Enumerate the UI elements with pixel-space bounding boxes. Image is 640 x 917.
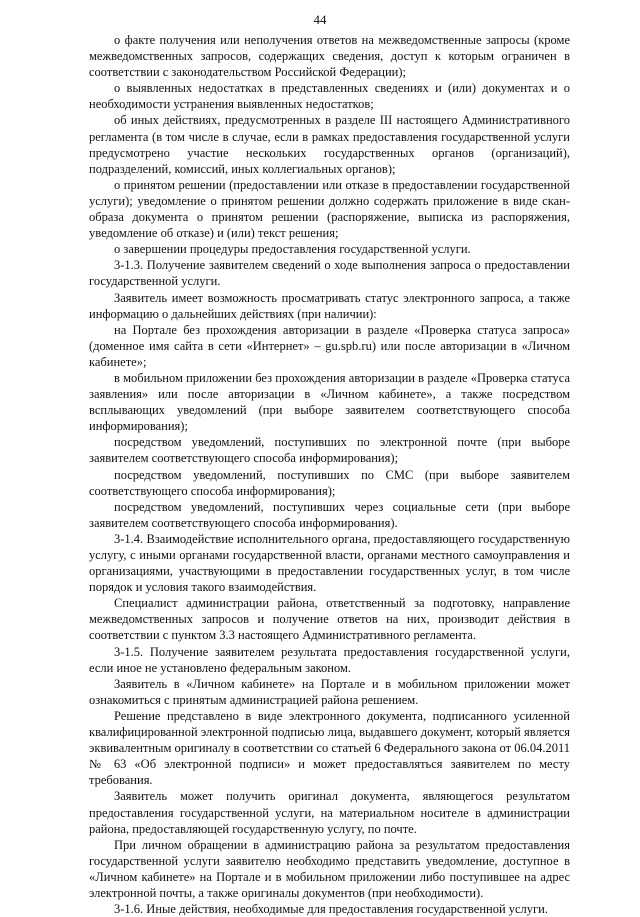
section-3-1-4-heading: 3-1.4. Взаимодействие исполнительного органа, предоставляющего государственную услугу, с иными органами государственной власти, органами местного самоуправления и организациями, участвующими в предоставлении государственных услуг, в том числе порядок и условия такого взаимодействия.	[89, 531, 570, 595]
paragraph-email: посредством уведомлений, поступивших по электронной почте (при выборе заявителем соответствующего способа информирования);	[89, 435, 570, 466]
paragraph-electronic-decision: Решение представлено в виде электронного документа, подписанного усиленной квалифицированной электронной подписью лица, выдавшего документ, который является эквивалентным оригиналу в соответствии со статьей 6 Федерального закона от 06.04.2011 № 63 «Об электронной подписи» и может предоставляться заявителем по месту требования.	[89, 708, 570, 788]
page-number: 44	[313, 12, 327, 27]
paragraph-personal-cabinet: Заявитель в «Личном кабинете» на Портале и в мобильном приложении может ознакомиться с принятым администрацией района решением.	[89, 676, 570, 707]
paragraph-specialist: Специалист администрации района, ответственный за подготовку, направление межведомственных запросов и получение ответов на них, производит действия в соответствии с пунктом 3.3 настоящего Административного регламента.	[89, 596, 570, 643]
section-3-1-3-heading: 3-1.3. Получение заявителем сведений о ходе выполнения запроса о предоставлении государственной услуги.	[89, 258, 570, 289]
paragraph-procedure-complete: о завершении процедуры предоставления государственной услуги.	[114, 242, 471, 257]
section-3-1-5-heading: 3-1.5. Получение заявителем результата предоставления государственной услуги, если иное не установлено федеральным законом.	[89, 644, 570, 675]
paragraph-personal-visit: При личном обращении в администрацию района за результатом предоставления государственной услуги заявителю необходимо представить уведомление, доступное в «Личном кабинете» на Портале и в мобильном приложении либо поступившее на адрес электронной почты, а также оригиналы документов (при необходимости).	[89, 837, 570, 900]
section-3-1-6-heading: 3-1.6. Иные действия, необходимые для предоставления государственной услуги.	[114, 902, 548, 917]
paragraph-sms: посредством уведомлений, поступивших по СМС (при выборе заявителем соответствующего способа информирования);	[89, 467, 570, 498]
paragraph-portal: на Портале без прохождения авторизации в разделе «Проверка статуса запроса» (доменное имя сайта в сети «Интернет» – gu.spb.ru) или после авторизации в «Личном кабинете»;	[89, 322, 570, 369]
paragraph-mobile-app: в мобильном приложении без прохождения авторизации в разделе «Проверка статуса заявления» или после авторизации в «Личном кабинете», а также посредством всплывающих уведомлений (при выборе заявителем соответствующего способа информирования);	[89, 370, 570, 434]
paragraph-response-status: о факте получения или неполучения ответов на межведомственные запросы (кроме межведомственных запросов, содержащих сведения, доступ к которым ограничен в соответствии с законодательством Российской Федерации);	[89, 33, 570, 80]
document-body	[89, 32, 570, 917]
paragraph-deficiencies: о выявленных недостатках в представленных сведениях и (или) документах и о необходимости устранения выявленных недостатков;	[89, 81, 570, 112]
paragraph-social: посредством уведомлений, поступивших через социальные сети (при выборе заявителем соответствующего способа информирования).	[89, 499, 570, 530]
paragraph-other-actions: об иных действиях, предусмотренных в разделе III настоящего Административного регламента (в том числе в случае, если в рамках предоставления государственной услуги предусмотрено участие нескольких государственных органов (организаций), подразделений, комиссий, иных коллегиальных органов);	[89, 113, 570, 176]
paragraph-decision-notice: о принятом решении (предоставлении или отказе в предоставлении государственной услуги); уведомление о принятом решении должно содержать приложение в виде скан-образа документа о принятом решении (распоряжение, выписка из распоряжения, уведомление об отказе) и (или) текст решения;	[89, 177, 570, 241]
paragraph-status-view: Заявитель имеет возможность просматривать статус электронного запроса, а также информацию о дальнейших действиях (при наличии):	[89, 290, 570, 321]
paragraph-original-document: Заявитель может получить оригинал документа, являющегося результатом предоставления государственной услуги, на материальном носителе в администрации района, предоставляющей государственную услугу, по почте.	[89, 789, 570, 836]
